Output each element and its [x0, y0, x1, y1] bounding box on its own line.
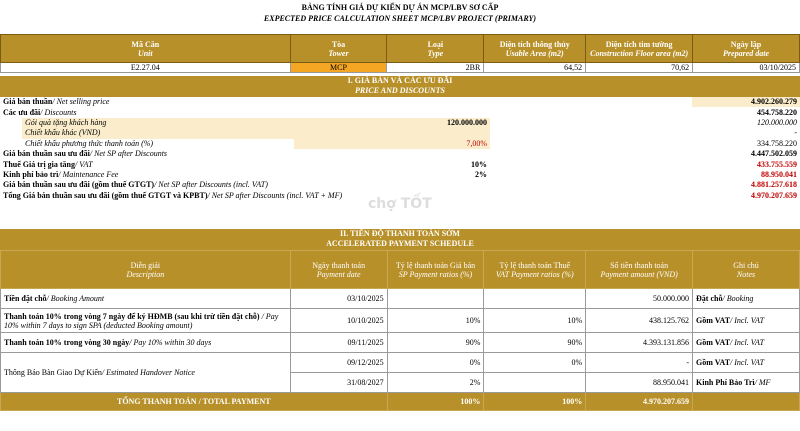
- table-row: 31/08/2027 2% 88.950.041 Kinh Phí Bảo Trì/ MF: [1, 373, 800, 393]
- tower-value[interactable]: MCP: [290, 63, 387, 73]
- usable-area-value: 64,52: [484, 63, 586, 73]
- sched-header-amount: Số tiền thanh toán Payment amount (VND): [586, 251, 693, 289]
- row-net-selling-price: Giá bán thuần/ Net selling price 4.902.260.279: [0, 97, 800, 107]
- row-maintenance-fee: Kinh phí bảo trì/ Maintenance Fee 2% 88.950.041: [3, 169, 797, 179]
- section-price-header: [0, 76, 800, 97]
- sched-header-vat-ratio: Tỷ lệ thanh toán Thuế VAT Payment ratios (%): [484, 251, 586, 289]
- title-block: [0, 0, 800, 34]
- sched-header-description: Diễn giải Description: [1, 251, 291, 289]
- table-row: Thông Báo Bàn Giao Dự Kiến/ Estimated Handover Notice 09/12/2025 0% 0% - Gồm VAT/ Incl. VAT: [1, 353, 800, 373]
- discounts-value: 454.758.220: [757, 107, 797, 117]
- row-after-discount-vat: Giá bán thuần sau ưu đãi (gồm thuế GTGT)/ Net SP after Discounts (incl. VAT) 4.881.257.618: [3, 180, 797, 190]
- section-schedule-vi: II. TIẾN ĐỘ THANH TOÁN SỚM: [340, 229, 460, 238]
- row-discounts: Các ưu đãi/ Discounts 454.758.220: [0, 107, 800, 117]
- construction-area-value: 70,62: [586, 63, 693, 73]
- watermark-logo: chợ TỐT: [368, 196, 432, 212]
- section-price-vi: I. GIÁ BÁN VÀ CÁC ƯU ĐÃI: [347, 76, 453, 85]
- header-unit: Mã Căn Unit: [1, 35, 291, 63]
- total-vat-ratio: 100%: [484, 393, 586, 411]
- sched-header-date: Ngày thanh toán Payment date: [290, 251, 387, 289]
- section-price-en: PRICE AND DISCOUNTS: [355, 86, 445, 95]
- header-type: Loại Type: [387, 35, 484, 63]
- row-vat: Thuế Giá trị gia tăng/ VAT 10% 433.755.559: [3, 159, 797, 169]
- header-usable-area: Diện tích thông thủy Usable Area (m2): [484, 35, 586, 63]
- table-row: Thanh toán 10% trong vòng 7 ngày để ký HĐMB (sau khi trừ tiền đặt chỗ) / Pay 10% within 7 days to sign SPA (deducted Booking amount) 10/10/2025 10% 10% 438.125.762 Gồm VAT/ Incl. VAT: [1, 309, 800, 333]
- title-en: EXPECTED PRICE CALCULATION SHEET MCP/LBV PROJECT (PRIMARY): [263, 14, 537, 23]
- info-header-row: [1, 35, 800, 63]
- sched-header-notes: Ghi chú Notes: [693, 251, 800, 289]
- prepared-date-value: 03/10/2025: [693, 63, 800, 73]
- table-row: Thanh toán 10% trong vòng 30 ngày/ Pay 10% within 30 days 09/11/2025 90% 90% 4.393.131.856 Gồm VAT/ Incl. VAT: [1, 333, 800, 353]
- other-discount-input[interactable]: [294, 128, 490, 138]
- sched-header-sp-ratio: Tỷ lệ thanh toán Giá bán SP Payment ratios (%): [387, 251, 484, 289]
- type-value: 2BR: [387, 63, 484, 73]
- row-gift-package: Gói quà tặng khách hàng 120.000.000 120.000.000: [0, 118, 800, 128]
- header-prepared-date: Ngày lập Prepared date: [693, 35, 800, 63]
- payment-schedule-table: [0, 250, 800, 411]
- section-schedule-header: [0, 229, 800, 250]
- title-vi: BẢNG TÍNH GIÁ DỰ KIẾN DỰ ÁN MCP/LBV SƠ CẤP: [301, 3, 499, 12]
- header-construction-area: Diện tích tim tường Construction Floor area (m2): [586, 35, 693, 63]
- price-table: [0, 97, 800, 201]
- payment-discount-input[interactable]: 7,00%: [294, 139, 490, 149]
- schedule-header-row: [1, 251, 800, 289]
- row-total-price: Tổng Giá bán thuần sau ưu đãi (gồm thuế GTGT và KPBT)/ Net SP after Discounts (incl. VAT + MF) 4.970.207.659: [3, 190, 797, 200]
- total-amount: 4.970.207.659: [586, 393, 693, 411]
- table-row: Tiền đặt chỗ/ Booking Amount 03/10/2025 50.000.000 Đặt chỗ/ Booking: [1, 289, 800, 309]
- row-other-discount: Chiết khấu khác (VND) -: [0, 128, 800, 138]
- unit-info-table: [0, 34, 800, 73]
- total-payment-label: TỔNG THANH TOÁN / TOTAL PAYMENT: [1, 393, 388, 411]
- net-selling-price-value: 4.902.260.279: [692, 97, 800, 107]
- header-tower: Tòa Tower: [290, 35, 387, 63]
- info-value-row: [1, 63, 800, 73]
- row-payment-discount: Chiết khấu phương thức thanh toán (%) 7,00% 334.758.220: [25, 138, 797, 148]
- gift-input[interactable]: 120.000.000: [294, 118, 490, 128]
- section-schedule-en: ACCELERATED PAYMENT SCHEDULE: [326, 239, 474, 248]
- total-sp-ratio: 100%: [387, 393, 484, 411]
- row-after-discount: Giá bán thuần sau ưu đãi/ Net SP after Discounts 4.447.502.059: [3, 149, 797, 159]
- total-payment-row: [1, 393, 800, 411]
- unit-value: E2.27.04: [1, 63, 291, 73]
